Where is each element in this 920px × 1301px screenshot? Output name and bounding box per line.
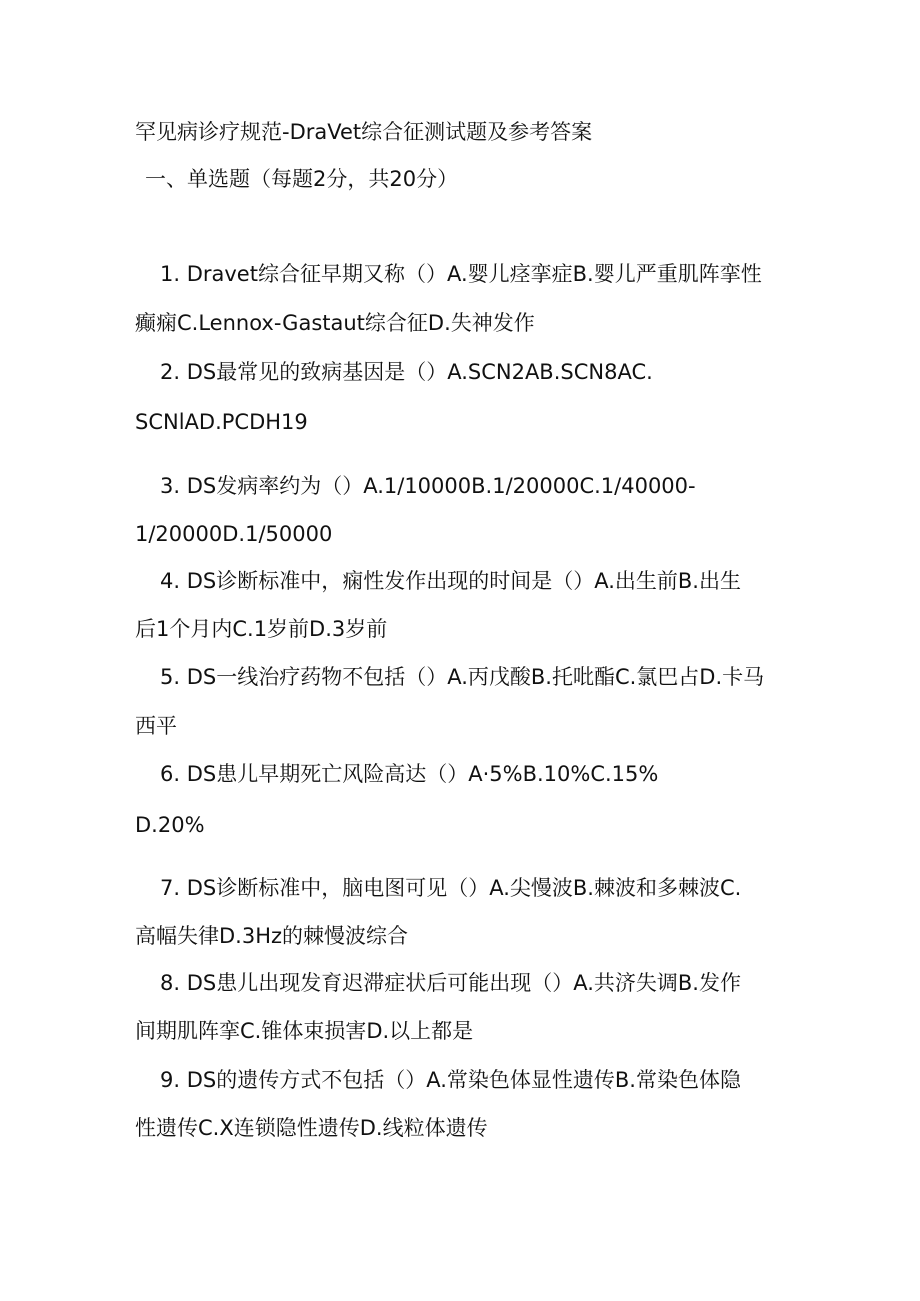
question-3-line-2: 1/20000D.1/50000 bbox=[135, 522, 333, 546]
question-1-line-2: 癫痫C.Lennox-Gastaut综合征D.失神发作 bbox=[135, 311, 535, 335]
question-6-line-2: D.20% bbox=[135, 813, 205, 837]
question-3-line-1: 3. DS发病率约为（）A.1/10000B.1/20000C.1/40000- bbox=[160, 474, 696, 498]
question-5-line-1: 5. DS一线治疗药物不包括（）A.丙戊酸B.托吡酯C.氯巴占D.卡马 bbox=[160, 665, 765, 689]
question-9-line-2: 性遗传C.X连锁隐性遗传D.线粒体遗传 bbox=[135, 1116, 488, 1140]
question-4-line-2: 后1个月内C.1岁前D.3岁前 bbox=[135, 617, 388, 641]
section-heading: 一、单选题（每题2分，共20分） bbox=[145, 167, 459, 191]
question-2-line-2: SCNlAD.PCDH19 bbox=[135, 410, 308, 434]
question-8-line-2: 间期肌阵挛C.锥体束损害D.以上都是 bbox=[135, 1019, 474, 1043]
question-7-line-2: 高幅失律D.3Hz的棘慢波综合 bbox=[135, 924, 409, 948]
question-4-line-1: 4. DS诊断标准中，痫性发作出现的时间是（）A.出生前B.出生 bbox=[160, 569, 741, 593]
question-9-line-1: 9. DS的遗传方式不包括（）A.常染色体显性遗传B.常染色体隐 bbox=[160, 1068, 741, 1092]
question-1-line-1: 1. Dravet综合征早期又称（）A.婴儿痉挛症B.婴儿严重肌阵挛性 bbox=[160, 262, 762, 286]
document-title: 罕见病诊疗规范-DraVet综合征测试题及参考答案 bbox=[135, 120, 593, 144]
question-8-line-1: 8. DS患儿出现发育迟滞症状后可能出现（）A.共济失调B.发作 bbox=[160, 971, 741, 995]
question-7-line-1: 7. DS诊断标准中，脑电图可见（）A.尖慢波B.棘波和多棘波C. bbox=[160, 876, 742, 900]
question-6-line-1: 6. DS患儿早期死亡风险高达（）A·5%B.10%C.15% bbox=[160, 762, 659, 786]
question-2-line-1: 2. DS最常见的致病基因是（）A.SCN2AB.SCN8AC. bbox=[160, 360, 653, 384]
question-5-line-2: 西平 bbox=[135, 714, 177, 738]
